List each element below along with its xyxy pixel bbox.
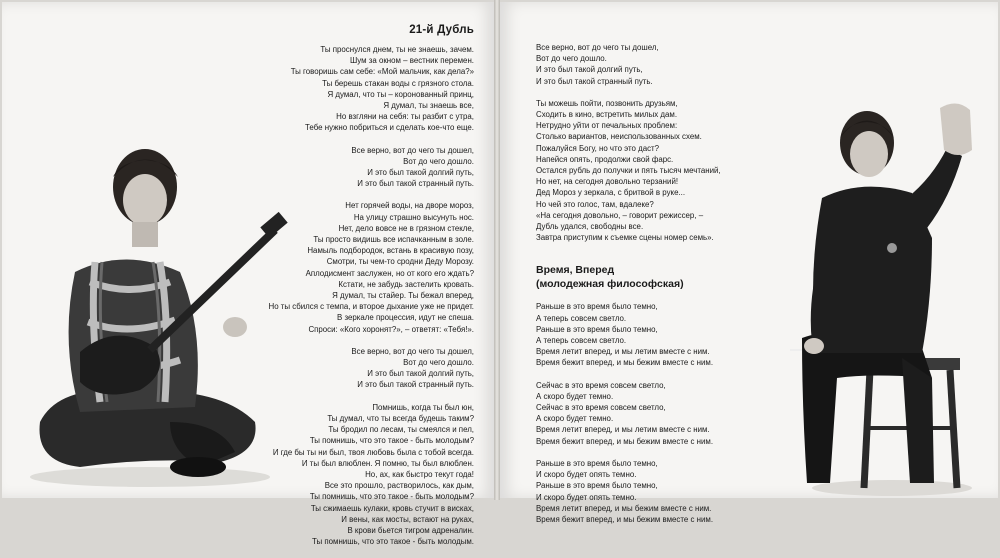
lyric-line: Намыль подбородок, встань в красивую позу, bbox=[307, 246, 474, 256]
lyric-line: Вот до чего дошло. bbox=[536, 54, 607, 64]
lyric-line: Вот до чего дошло. bbox=[403, 358, 474, 368]
right-page bbox=[500, 2, 998, 524]
lyric-line: И это был такой долгий путь, bbox=[367, 168, 474, 178]
lyric-line: Раньше в это время было темно, bbox=[536, 302, 658, 312]
lyric-line: В зеркале процессия, идут не спеша. bbox=[336, 313, 474, 323]
lyric-line: Дед Мороз у зеркала, с бритвой в руке... bbox=[536, 188, 686, 198]
lyric-line: Время летит вперед, и мы летим вместе с ним. bbox=[536, 425, 710, 435]
lyric-line: И скоро будет опять темно. bbox=[536, 470, 637, 480]
lyric-line: Но взгляни на себя: ты разбит с утра, bbox=[336, 112, 474, 122]
lyric-line: Сходить в кино, встретить милых дам. bbox=[536, 110, 678, 120]
lyric-line: Сейчас в это время совсем светло, bbox=[536, 403, 666, 413]
lyric-line: Раньше в это время было темно, bbox=[536, 324, 658, 334]
song-21-dubl bbox=[252, 24, 474, 558]
lyric-line: Завтра приступим к съемке сцены номер семь». bbox=[536, 233, 714, 243]
lyric-line: Все верно, вот до чего ты дошел, bbox=[536, 43, 659, 52]
lyric-line: Нетрудно уйти от печальных проблем: bbox=[536, 121, 678, 131]
lyric-line: Пожалуйся Богу, но что это даст? bbox=[536, 143, 660, 153]
lyric-line: «На сегодня довольно, – говорит режиссер, – bbox=[536, 210, 704, 220]
lyric-line: И это был такой странный путь. bbox=[357, 380, 474, 390]
lyric-line: Раньше в это время было темно, bbox=[536, 481, 658, 491]
lyric-line: Ты помнишь, что это такое - быть молодым? bbox=[309, 492, 474, 502]
stanza bbox=[536, 458, 776, 525]
lyric-line: В крови бьется тигром адреналин. bbox=[347, 525, 474, 535]
lyric-line: Я думал, ты стайер. Ты бежал вперед, bbox=[332, 291, 474, 301]
lyric-line: Но, ах, как быстро текут года! bbox=[365, 469, 474, 479]
seated-guitarist-photo bbox=[20, 122, 290, 492]
lyric-line: Но чей это голос, там, вдалеке? bbox=[536, 199, 654, 209]
lyric-line: И это был такой странный путь. bbox=[357, 179, 474, 189]
lyric-line: Нет, дело вовсе не в грязном стекле, bbox=[338, 223, 474, 233]
seated-man-waving-photo bbox=[782, 88, 982, 498]
lyric-line: Но нет, на сегодня довольно терзаний! bbox=[536, 177, 679, 187]
lyric-line: На улицу страшно высунуть нос. bbox=[353, 212, 474, 222]
stanza bbox=[536, 301, 776, 368]
stanza bbox=[252, 346, 474, 391]
lyric-line: Столько вариантов, неиспользованных схем. bbox=[536, 132, 702, 142]
right-page-text bbox=[536, 42, 776, 536]
lyric-line: И вены, как мосты, встают на руках, bbox=[341, 514, 474, 524]
stanza bbox=[536, 42, 776, 87]
lyric-line: Но ты сбился с темпа, и второе дыхание уже не придет. bbox=[268, 302, 474, 312]
lyric-line: Дубль удался, свободны все. bbox=[536, 222, 644, 232]
lyric-line: И ты был влюблен. Я помню, ты был влюблен. bbox=[301, 458, 474, 468]
lyric-line: Нет горячей воды, на дворе мороз, bbox=[345, 201, 474, 211]
stanza bbox=[252, 145, 474, 190]
lyric-line: Помнишь, когда ты был юн, bbox=[372, 402, 474, 412]
lyric-line: Время бежит вперед, и мы бежим вместе с ним. bbox=[536, 514, 714, 524]
lyric-line: Ты берешь стакан воды с грязного стола. bbox=[322, 78, 474, 88]
song-subtitle: (молодежная философская) bbox=[536, 278, 684, 291]
lyric-line: Кстати, не забудь застелить кровать. bbox=[338, 279, 474, 289]
lyric-line: Ты помнишь, что это такое - быть молодым. bbox=[312, 537, 474, 547]
lyric-line: Шум за окном – вестник перемен. bbox=[350, 56, 474, 66]
lyric-line: Ты помнишь, что это такое - быть молодым? bbox=[309, 436, 474, 446]
lyric-line: Смотри, ты чем-то сродни Деду Морозу. bbox=[326, 257, 474, 267]
lyric-line: Напейся опять, продолжи свой фарс. bbox=[536, 154, 674, 164]
lyric-line: Все верно, вот до чего ты дошел, bbox=[351, 346, 474, 356]
stanza bbox=[252, 402, 474, 548]
lyric-line: Сейчас в это время совсем светло, bbox=[536, 380, 666, 390]
lyric-line: Время бежит вперед, и мы бежим вместе с ним. bbox=[536, 436, 714, 446]
lyric-line: Время летит вперед, и мы бежим вместе с ним. bbox=[536, 503, 712, 513]
lyric-line: Вот до чего дошло. bbox=[403, 156, 474, 166]
lyric-line: Аплодисмент заслужен, но от кого его ждать? bbox=[305, 268, 474, 278]
lyric-line: Тебе нужно побриться и сделать кое-что еще. bbox=[305, 123, 474, 133]
lyric-line: Ты просто видишь все испачканным в золе. bbox=[313, 235, 474, 245]
lyric-line: Все верно, вот до чего ты дошел, bbox=[351, 145, 474, 155]
song-title-vremya-vpered bbox=[536, 263, 776, 291]
lyric-line: А теперь совсем светло. bbox=[536, 313, 627, 323]
stanza bbox=[536, 380, 776, 447]
lyric-line: Ты говоришь сам себе: «Мой мальчик, как дела?» bbox=[290, 67, 474, 77]
lyric-line: И это был такой странный путь. bbox=[536, 76, 653, 86]
lyric-line: И скоро будет опять темно. bbox=[536, 492, 637, 502]
lyric-line: Все это прошло, растворилось, как дым, bbox=[324, 481, 474, 491]
lyric-line: Время бежит вперед, и мы бежим вместе с ним. bbox=[536, 358, 714, 368]
lyric-line: Ты сжимаешь кулаки, кровь стучит в висках, bbox=[310, 503, 474, 513]
lyric-line: Ты можешь пойти, позвонить друзьям, bbox=[536, 98, 678, 108]
lyric-line: Ты думал, что ты всегда будешь таким? bbox=[327, 413, 474, 423]
song-title: 21-й Дубль bbox=[409, 24, 474, 36]
lyric-line: Раньше в это время было темно, bbox=[536, 458, 658, 468]
left-page bbox=[2, 2, 494, 547]
lyric-line: А скоро будет темно. bbox=[536, 414, 614, 424]
lyric-line: Я думал, ты знаешь все, bbox=[383, 101, 474, 111]
lyric-line: И это был такой долгий путь, bbox=[536, 65, 643, 75]
lyric-line: А теперь совсем светло. bbox=[536, 336, 627, 346]
lyric-line: Ты бродил по лесам, ты смеялся и пел, bbox=[328, 425, 474, 435]
lyric-line: Остался рубль до получки и пять тысяч мечтаний, bbox=[536, 166, 721, 176]
lyric-line: Спроси: «Кого хоронят?», – ответят: «Тебя!». bbox=[308, 324, 474, 334]
lyric-line: Я думал, что ты – коронованный принц, bbox=[327, 89, 474, 99]
lyric-line: И это был такой долгий путь, bbox=[367, 369, 474, 379]
stanza bbox=[252, 44, 474, 134]
lyric-line: Ты проснулся днем, ты не знаешь, зачем. bbox=[320, 45, 474, 54]
lyric-line: А скоро будет темно. bbox=[536, 391, 614, 401]
lyric-line: Время летит вперед, и мы летим вместе с ним. bbox=[536, 347, 710, 357]
lyric-line: И где бы ты ни был, твоя любовь была с тобой всегда. bbox=[272, 447, 474, 457]
song-title: Время, Вперед bbox=[536, 264, 615, 277]
stanza bbox=[536, 98, 776, 244]
stanza bbox=[252, 200, 474, 334]
